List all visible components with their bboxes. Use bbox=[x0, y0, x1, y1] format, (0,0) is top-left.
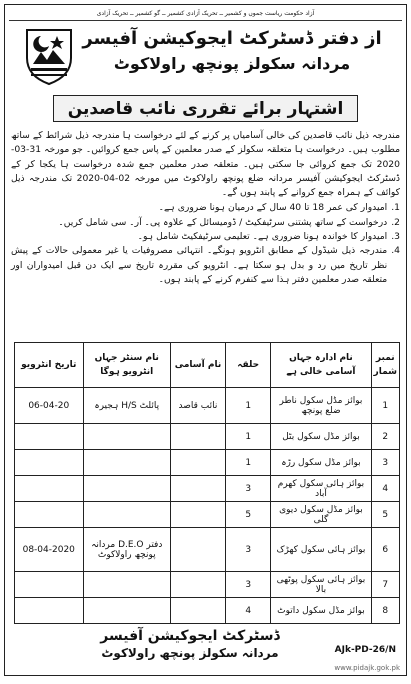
vacancy-table bbox=[14, 342, 400, 624]
cell-date bbox=[15, 572, 84, 598]
cell-count: 4 bbox=[226, 598, 271, 624]
table-row bbox=[15, 572, 400, 598]
cell-num: 3 bbox=[371, 450, 399, 476]
body-text bbox=[11, 129, 400, 333]
header-title bbox=[82, 26, 382, 76]
cell-date: 08-04-2020 bbox=[15, 528, 84, 572]
cell-institution: بوائز مڈل سکول رڑہ bbox=[271, 450, 371, 476]
cell-institution: بوائز ہائی سکول کھڑک bbox=[271, 528, 371, 572]
header-venue: نام سنٹر جہاں انٹرویو ہوگا bbox=[83, 343, 170, 388]
ajk-emblem-icon bbox=[17, 24, 81, 86]
cell-count: 1 bbox=[226, 450, 271, 476]
top-banner-line: آزاد حکومت ریاست جموں و کشمیر ــ تحریک آزادی کشمیر ــ گو کشمیر ــ تحریک آزادی bbox=[9, 8, 402, 21]
condition-number: 3. bbox=[391, 231, 400, 243]
header-post: نام آسامی bbox=[170, 343, 225, 388]
table-row bbox=[15, 528, 400, 572]
cell-count: 1 bbox=[226, 388, 271, 424]
table-header-row bbox=[15, 343, 400, 388]
header-line-1: از دفتر ڈسٹرکٹ ایجوکیشن آفیسر bbox=[82, 28, 382, 49]
table-row bbox=[15, 424, 400, 450]
table-row bbox=[15, 476, 400, 502]
cell-institution: بوائز مڈل سکول بٹل bbox=[271, 424, 371, 450]
cell-date bbox=[15, 450, 84, 476]
table-row bbox=[15, 598, 400, 624]
condition-number: 2. bbox=[391, 216, 400, 228]
cell-institution: بوائز مڈل سکول ناطر ضلع پونچھ bbox=[271, 388, 371, 424]
cell-venue bbox=[83, 424, 170, 450]
condition-text: مندرجہ ذیل شیڈول کے مطابق انٹرویو ہونگے۔ انتہائی مصروفیات یا غیر معمولی حالات کے پیش نظر تاریخ میں رد و بدل ہو سکتا ہے۔ انٹرویو کی مقررہ تاریخ سے ایک دن قبل امیدواران اور متعلقہ صدر معلمین دفتر ہذا سے کنفرم کرنے کے پابند ہوں۔ bbox=[11, 245, 388, 285]
header-institution: نام ادارہ جہاں آسامی خالی ہے bbox=[271, 343, 371, 388]
condition-text: امیدوار کی عمر 18 تا 40 سال کے درمیان ہونا ضروری ہے۔ bbox=[158, 202, 388, 214]
signature-block bbox=[75, 627, 305, 661]
cell-venue bbox=[83, 572, 170, 598]
cell-venue bbox=[83, 450, 170, 476]
condition-4 bbox=[11, 244, 400, 287]
cell-count: 3 bbox=[226, 476, 271, 502]
header-num: نمبر شمار bbox=[371, 343, 399, 388]
cell-num: 2 bbox=[371, 424, 399, 450]
headline-wrap bbox=[5, 95, 406, 122]
cell-num: 6 bbox=[371, 528, 399, 572]
headline: اشتہار برائے تقرری نائب قاصدین bbox=[53, 95, 359, 122]
condition-text: درخواست کے ساتھ پشتنی سرٹیفکیٹ / ڈومیسائل کے علاوہ پی۔ آر۔ سی شامل کریں۔ bbox=[58, 216, 388, 228]
cell-date bbox=[15, 424, 84, 450]
cell-institution: بوائز ہائی سکول پوٹھی بالا bbox=[271, 572, 371, 598]
cell-post bbox=[170, 572, 225, 598]
cell-institution: بوائز ہائی سکول کھرم آباد bbox=[271, 476, 371, 502]
cell-count: 3 bbox=[226, 528, 271, 572]
condition-text: امیدوار کا خواندہ ہونا ضروری ہے۔ تعلیمی سرٹیفکیٹ شامل ہو۔ bbox=[137, 231, 388, 243]
table-row bbox=[15, 450, 400, 476]
website-url: www.pidajk.gok.pk bbox=[334, 664, 400, 672]
cell-count: 5 bbox=[226, 502, 271, 528]
condition-3 bbox=[11, 230, 400, 244]
cell-num: 1 bbox=[371, 388, 399, 424]
cell-post bbox=[170, 476, 225, 502]
header-count: حلقہ bbox=[226, 343, 271, 388]
header-date: تاریخ انٹرویو bbox=[15, 343, 84, 388]
condition-number: 4. bbox=[391, 245, 400, 257]
header bbox=[9, 22, 402, 90]
cell-num: 4 bbox=[371, 476, 399, 502]
condition-2 bbox=[11, 216, 400, 230]
intro-paragraph: مندرجہ ذیل نائب قاصدین کی خالی آسامیاں پر کرنے کے لئے درخواست ہا مندرجہ ذیل شرائط کے ساتھ مطلوب ہیں۔ درخواست ہا متعلقہ سکولز کے صدر معلمین کے پاس جمع کروائیں۔ جو مورخہ 31-03-2020 تک جمع کروائی جا سکتی ہیں۔ متعلقہ صدر معلمین جمع شدہ درخواست ہا یکجا کر کے ڈسٹرکٹ ایجوکیشن آفیسر مردانہ ضلع پونچھ راولاکوٹ میں مورخہ 02-04-2020 تک مندرجہ ذیل کوائف کے ہمراہ جمع کروانے کے پابند ہوں گے۔ bbox=[11, 130, 400, 199]
cell-date bbox=[15, 476, 84, 502]
reference-number: AJk-PD-26/N bbox=[334, 645, 396, 655]
cell-post: نائب قاصد bbox=[170, 388, 225, 424]
condition-1 bbox=[11, 201, 400, 215]
cell-date: 06-04-20 bbox=[15, 388, 84, 424]
cell-venue bbox=[83, 598, 170, 624]
cell-venue bbox=[83, 502, 170, 528]
cell-count: 1 bbox=[226, 424, 271, 450]
cell-num: 7 bbox=[371, 572, 399, 598]
cell-post bbox=[170, 528, 225, 572]
cell-institution: بوائز مڈل سکول دیوی گلی bbox=[271, 502, 371, 528]
cell-venue: پائلٹ H/S ہجیرہ bbox=[83, 388, 170, 424]
table-row bbox=[15, 388, 400, 424]
signature-line-2: مردانہ سکولز پونچھ راولاکوٹ bbox=[101, 646, 279, 660]
cell-venue bbox=[83, 476, 170, 502]
signature-line-1: ڈسٹرکٹ ایجوکیشن آفیسر bbox=[100, 628, 280, 644]
cell-num: 8 bbox=[371, 598, 399, 624]
cell-institution: بوائز مڈل سکول داتوٹ bbox=[271, 598, 371, 624]
cell-post bbox=[170, 450, 225, 476]
advertisement-page bbox=[4, 4, 407, 676]
table-row bbox=[15, 502, 400, 528]
cell-count: 3 bbox=[226, 572, 271, 598]
condition-number: 1. bbox=[391, 202, 400, 214]
cell-post bbox=[170, 502, 225, 528]
cell-post bbox=[170, 598, 225, 624]
header-line-2: مردانہ سکولز پونچھ راولاکوٹ bbox=[113, 54, 351, 73]
cell-date bbox=[15, 502, 84, 528]
cell-venue: دفتر D.E.O مردانہ پونچھ راولاکوٹ bbox=[83, 528, 170, 572]
cell-post bbox=[170, 424, 225, 450]
cell-date bbox=[15, 598, 84, 624]
cell-num: 5 bbox=[371, 502, 399, 528]
